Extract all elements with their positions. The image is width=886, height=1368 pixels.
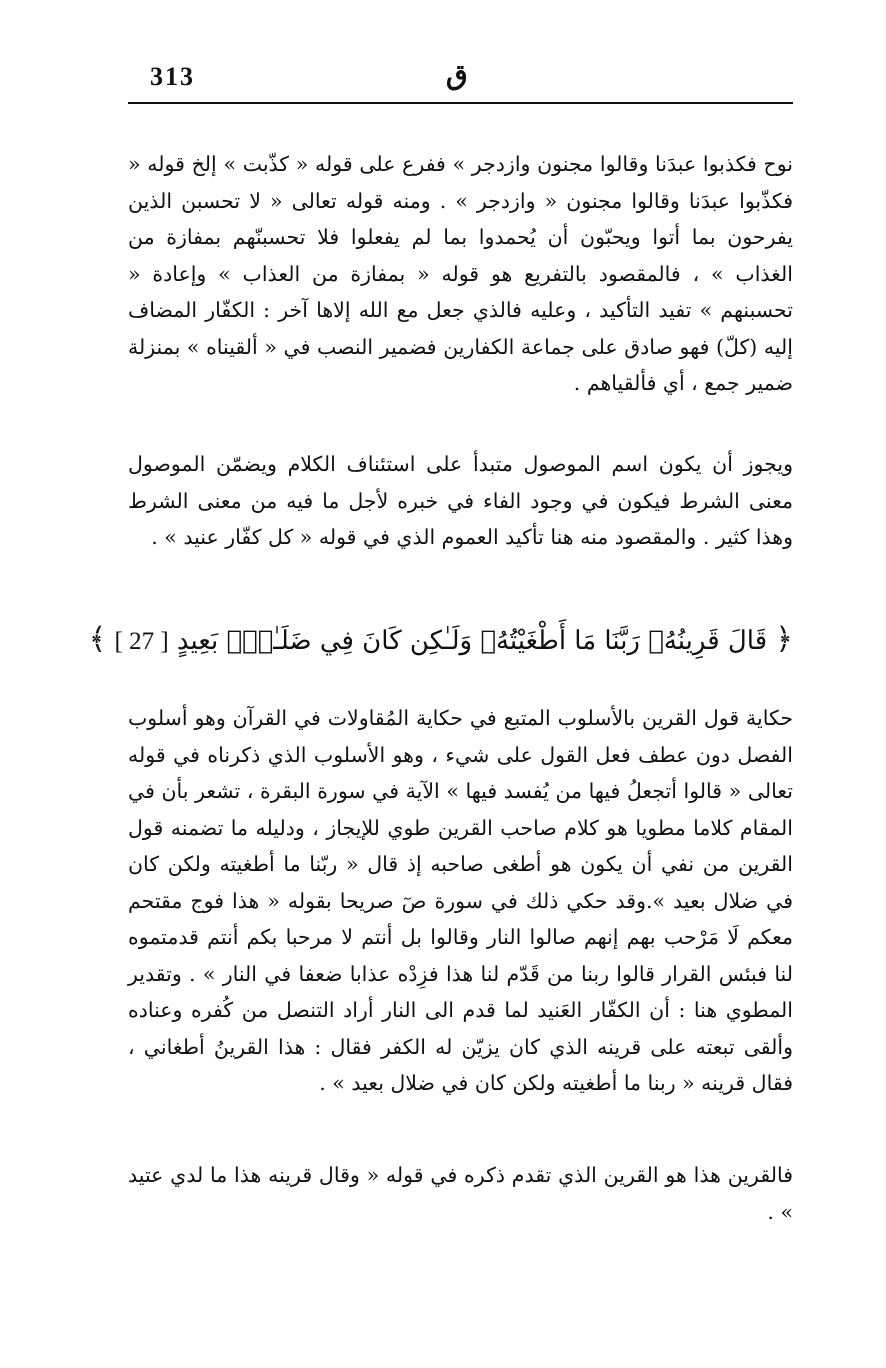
verse-open-bracket: ﴿	[775, 622, 793, 657]
verse-text: قَالَ قَرِينُهُۥ رَبَّنَا مَا أَطْغَيْتُهُۥ وَلَـٰكِن كَانَ فِي ضَلَـٰلٍۭ بَعِيدٍ	[176, 626, 768, 656]
verse-close-bracket: ﴾	[88, 622, 107, 657]
page-number: 313	[150, 62, 195, 91]
commentary-paragraph: حكاية قول القرين بالأسلوب المتبع في حكاية المُقاولات في القرآن وهو أسلوب الفصل دون عطف فعل القول على شيء ، وهو الأسلوب الذي ذكرناه في قوله تعالى « قالوا أتجعلُ فيها من يُفسد فيها » الآية في سورة البقرة ، تشعر بأن في المقام كلاما مطويا هو كلام صاحب القرين طوي للإيجاز ، ودليله ما تضمنه قول القرين من نفي أن يكون هو أطغى صاحبه إذ قال « ربّنا ما أطغيته ولكن كان في ضلال بعيد ».وقد حكي ذلك في سورة صٓ صريحا بقوله « هذا فوج مقتحم معكم لَا مَرْحب بهم إنهم صالوا النار وقالوا بل أنتم لا مرحبا بكم أنتم قدمتموه لنا فبئس القرار قالوا ربنا من قَدّم لنا هذا فزِدْه عذابا ضعفا في النار » . وتقدير المطوي هنا : أن الكفّار العَنيد لما قدم الى النار أراد التنصل من كُفره وعناده وألقى تبعته على قرينه الذي كان يزيّن له الكفر فقال : هذا القرينُ أطغاني ، فقال قرينه « ربنا ما أطغيته ولكن كان في ضلال بعيد » .	[128, 706, 793, 1095]
page-header	[128, 58, 793, 104]
commentary-paragraph: فالقرين هذا هو القرين الذي تقدم ذكره في قوله « وقال قرينه هذا ما لدي عتيد » .	[128, 1163, 793, 1224]
surah-name: ق	[446, 58, 468, 91]
quran-verse	[88, 614, 793, 666]
verse-number: [ 27 ]	[114, 628, 169, 655]
commentary-paragraph: ويجوز أن يكون اسم الموصول متبدأ على استئناف الكلام ويضمّن الموصول معنى الشرط فيكون في وجود الفاء في خبره لأجل ما فيه من معنى الشرط وهذا كثير . والمقصود منه هنا تأكيد العموم الذي في قوله « كل كفّار عنيد » .	[128, 452, 793, 549]
commentary-paragraph: نوح فكذبوا عبدَنا وقالوا مجنون وازدجر » ففرع على قوله « كذّبت » إلخ قوله « فكذّبوا عبدَنا وقالوا مجنون « وازدجر » . ومنه قوله تعالى « لا تحسبن الذين يفرحون بما أتوا ويحبّون أن يُحمدوا بما لم يفعلوا فلا تحسبنّهم بمفازة من الغذاب » ، فالمقصود بالتفريع هو قوله « بمفازة من العذاب » وإعادة « تحسبنهم » تفيد التأكيد ، وعليه فالذي جعل مع الله إلاها آخر : الكفّار المضاف إليه (كلّ) فهو صادق على جماعة الكفارين فضمير النصب في « ألقيناه » بمنزلة ضمير جمع ، أي فألقياهم .	[128, 152, 793, 395]
